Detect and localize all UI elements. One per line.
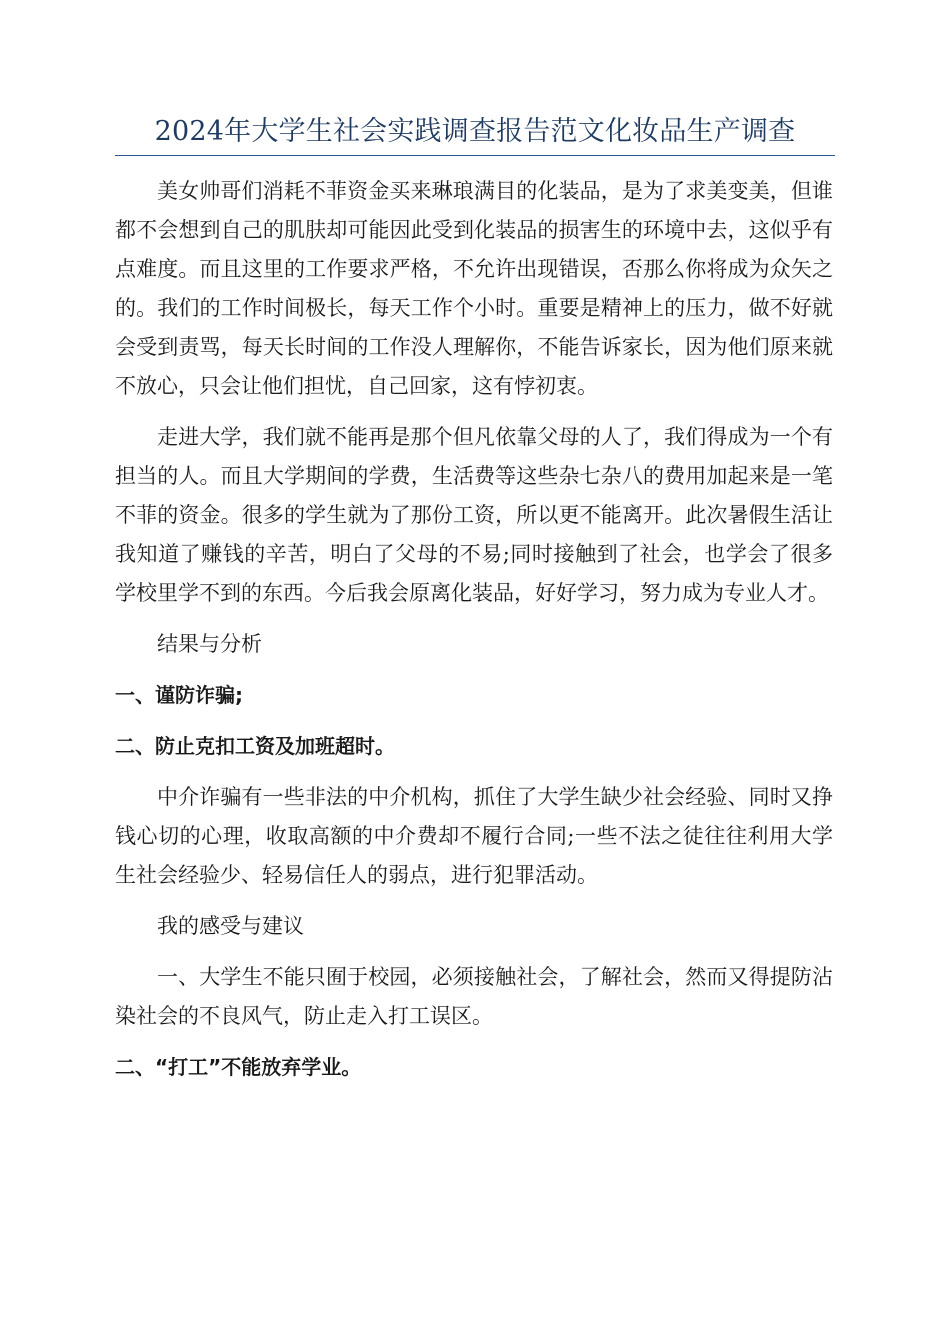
section-heading-suggestions: 我的感受与建议 [157, 914, 304, 938]
paragraph-1: 美女帅哥们消耗不菲资金买来琳琅满目的化装品，是为了求美变美，但谁都不会想到自己的肌肤却可能因此受到化装品的损害生的环境中去，这似乎有点难度。而且这里的工作要求严格，不允许出现错误，否那么你将成为众矢之的。我们的工作时间极长，每天工作个小时。重要是精神上的压力，做不好就会受到责骂，每天长时间的工作没人理解你，不能告诉家长，因为他们原来就不放心，只会让他们担忧，自己回家，这有悖初衷。 [115, 179, 833, 398]
paragraph-3: 中介诈骗有一些非法的中介机构，抓住了大学生缺少社会经验、同时又挣钱心切的心理，收取高额的中介费却不履行合同;一些不法之徒往往利用大学生社会经验少、轻易信任人的弱点，进行犯罪活动。 [115, 785, 833, 887]
paragraph-4: 一、大学生不能只囿于校园，必须接触社会，了解社会，然而又得提防沾染社会的不良风气，防止走入打工误区。 [115, 965, 833, 1028]
document-title: 2024年大学生社会实践调查报告范文化妆品生产调查 [154, 116, 796, 147]
bold-heading-2: 二、防止克扣工资及加班超时。 [115, 734, 395, 758]
bold-heading-1: 一、谨防诈骗; [115, 683, 243, 707]
paragraph-2: 走进大学，我们就不能再是那个但凡依靠父母的人了，我们得成为一个有担当的人。而且大学期间的学费，生活费等这些杂七杂八的费用加起来是一笔不菲的资金。很多的学生就为了那份工资，所以更不能离开。此次暑假生活让我知道了赚钱的辛苦，明白了父母的不易;同时接触到了社会，也学会了很多学校里学不到的东西。今后我会原离化装品，好好学习，努力成为专业人才。 [115, 425, 833, 605]
section-heading-results: 结果与分析 [157, 632, 262, 656]
bold-heading-3: 二、“打工”不能放弃学业。 [115, 1055, 362, 1079]
document-body [115, 172, 833, 1087]
title-underline [115, 155, 835, 156]
